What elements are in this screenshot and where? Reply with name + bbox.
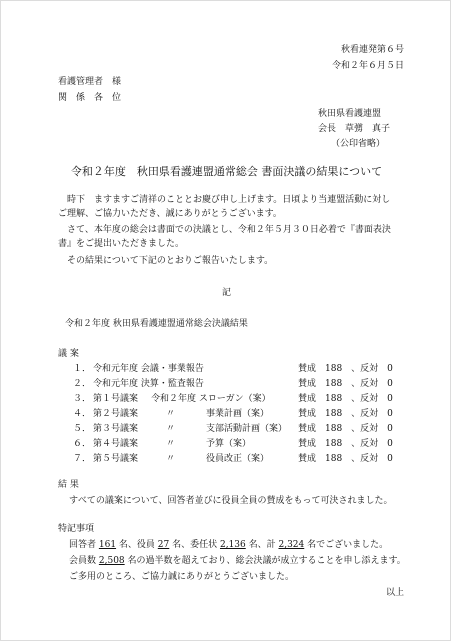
agenda-ditto: 〃 <box>166 454 176 464</box>
agenda-detail: 事業計画（案） <box>206 409 270 419</box>
agenda-result: 賛成 188 、反対 0 <box>298 424 393 434</box>
respondent-count: 161 <box>98 540 117 550</box>
intro-paragraph-1: 時下 ますますご清祥のこととお慶び申し上げます。日頃より当連盟活動に対しご理解、ご協力いただき、誠にありがとうございます。 <box>58 195 391 219</box>
agenda-result: 賛成 188 、反対 0 <box>298 409 393 419</box>
sender-person: 会長 草彅 真子 <box>318 124 391 134</box>
agenda-result: 賛成 188 、反対 0 <box>298 364 393 374</box>
agenda-name: 第２号議案 <box>93 409 139 419</box>
intro-paragraph-2: さて、本年度の総会は書面での決議とし、令和２年５月３０日必着で『書面表決書』をご提出いただきました。 <box>58 225 391 249</box>
agenda-num: ４． <box>73 409 92 419</box>
notes-line-3: ご多用のところ、ご協力誠にありがとうございました。 <box>69 572 295 582</box>
proxy-count: 2,136 <box>219 540 246 550</box>
agenda-name: 第４号議案 <box>93 439 139 449</box>
agenda-result: 賛成 188 、反対 0 <box>298 439 393 449</box>
seal-note: （公印省略） <box>331 139 386 149</box>
agenda-name: 第１号議案 <box>93 394 139 404</box>
agenda-ditto: 〃 <box>166 424 176 434</box>
agenda-name: 令和元年度 会議・事業報告 <box>93 364 204 374</box>
agenda-num: ５． <box>73 424 92 434</box>
agenda-detail: 役員改正（案） <box>206 454 270 464</box>
agenda-num: １． <box>73 364 92 374</box>
agenda-detail: 予算（案） <box>206 439 252 449</box>
notes-heading: 特記事項 <box>58 524 95 534</box>
notes-text: 名、委任状 <box>169 540 220 550</box>
sender-org: 秋田県看護連盟 <box>318 109 382 119</box>
notes-text: 回答者 <box>69 540 99 550</box>
conclusion-text: すべての議案について、回答者並びに役員全員の賛成をもって可決されました。 <box>69 496 393 506</box>
agenda-ditto: 〃 <box>166 409 176 419</box>
total-count: 2,324 <box>278 540 305 550</box>
intro-paragraph-3: その結果について下記のとおりご報告いたします。 <box>58 256 274 266</box>
agenda-num: ７． <box>73 454 92 464</box>
notes-line-1 <box>69 540 388 551</box>
agenda-num: ６． <box>73 439 92 449</box>
agenda-ditto: 〃 <box>166 439 176 449</box>
addressee-managers: 看護管理者 様 <box>58 77 122 87</box>
doc-number: 秋看連発第６号 <box>340 45 404 55</box>
notes-text: 名でございました。 <box>304 540 389 550</box>
agenda-num: ２． <box>73 379 92 389</box>
agenda-name: 第５号議案 <box>93 454 139 464</box>
agenda-detail: 支部活動計画（案） <box>206 424 288 434</box>
agenda-name: 第３号議案 <box>93 424 139 434</box>
result-title: 令和２年度 秋田県看護連盟通常総会決議結果 <box>65 319 248 329</box>
conclusion-heading: 結 果 <box>58 480 79 490</box>
member-count: 2,508 <box>98 556 125 566</box>
notes-text: 名、役員 <box>116 540 158 550</box>
officer-count: 27 <box>157 540 170 550</box>
agenda-result: 賛成 188 、反対 0 <box>298 454 393 464</box>
agenda-name: 令和元年度 決算・監査報告 <box>93 379 204 389</box>
agenda-result: 賛成 188 、反対 0 <box>298 394 393 404</box>
agenda-result: 賛成 188 、反対 0 <box>298 379 393 389</box>
agenda-sub: 令和２年度 スローガン（案） <box>151 394 271 404</box>
ki-mark: 記 <box>221 288 231 298</box>
closing-mark: 以上 <box>385 588 404 598</box>
notes-text: 名の過半数を超えており、総会決議が成立することを申し添えます。 <box>124 556 406 566</box>
notes-text: 名、計 <box>245 540 279 550</box>
document-title: 令和２年度 秋田県看護連盟通常総会 書面決議の結果について <box>70 165 383 178</box>
notes-text: 会員数 <box>69 556 99 566</box>
doc-date: 令和２年６月５日 <box>331 61 404 71</box>
agenda-num: ３． <box>73 394 92 404</box>
agenda-heading: 議 案 <box>58 349 79 359</box>
addressee-concerned: 関 係 各 位 <box>58 93 122 103</box>
notes-line-2 <box>69 556 406 567</box>
